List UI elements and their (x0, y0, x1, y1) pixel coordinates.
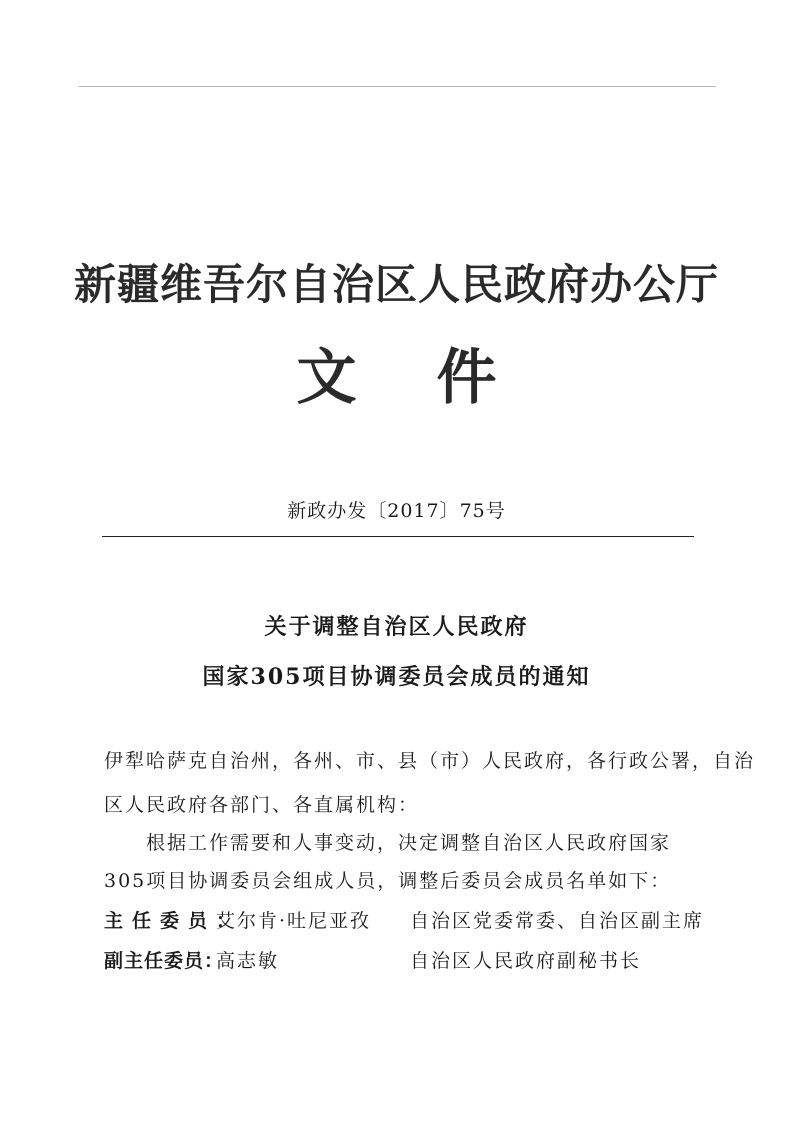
top-divider (78, 86, 716, 87)
member-position: 自治区党委常委、自治区副主席 (410, 910, 705, 932)
addressee-line-1: 伊犁哈萨克自治州，各州、市、县（市）人民政府，各行政公署，自治 (104, 750, 756, 772)
member-row (104, 946, 704, 976)
member-role: 副主任委员： (104, 950, 225, 972)
document-type (0, 330, 793, 416)
member-row (104, 906, 704, 936)
member-role: 主任委员： (104, 910, 245, 932)
addressee-line-2: 区人民政府各部门、各直属机构： (104, 794, 420, 816)
issuer-name: 新疆维吾尔自治区人民政府办公厅 (73, 260, 719, 309)
member-name: 高志敏 (216, 950, 280, 972)
document-title-line-2: 国家305项目协调委员会成员的通知 (202, 664, 591, 690)
document-type-char-2: 件 (436, 343, 497, 413)
member-position: 自治区人民政府副秘书长 (410, 950, 642, 972)
document-title-line-1: 关于调整自治区人民政府 (264, 614, 529, 640)
document-type-char-1: 文 (296, 343, 357, 413)
header-divider (102, 536, 694, 537)
member-name: 艾尔肯·吐尼亚孜 (216, 910, 372, 932)
body-paragraph-line-2: 305项目协调委员会组成人员，调整后委员会成员名单如下： (104, 870, 672, 892)
body-paragraph-line-1: 根据工作需要和人事变动，决定调整自治区人民政府国家 (146, 832, 672, 854)
document-number: 新政办发〔2017〕75号 (287, 500, 506, 522)
